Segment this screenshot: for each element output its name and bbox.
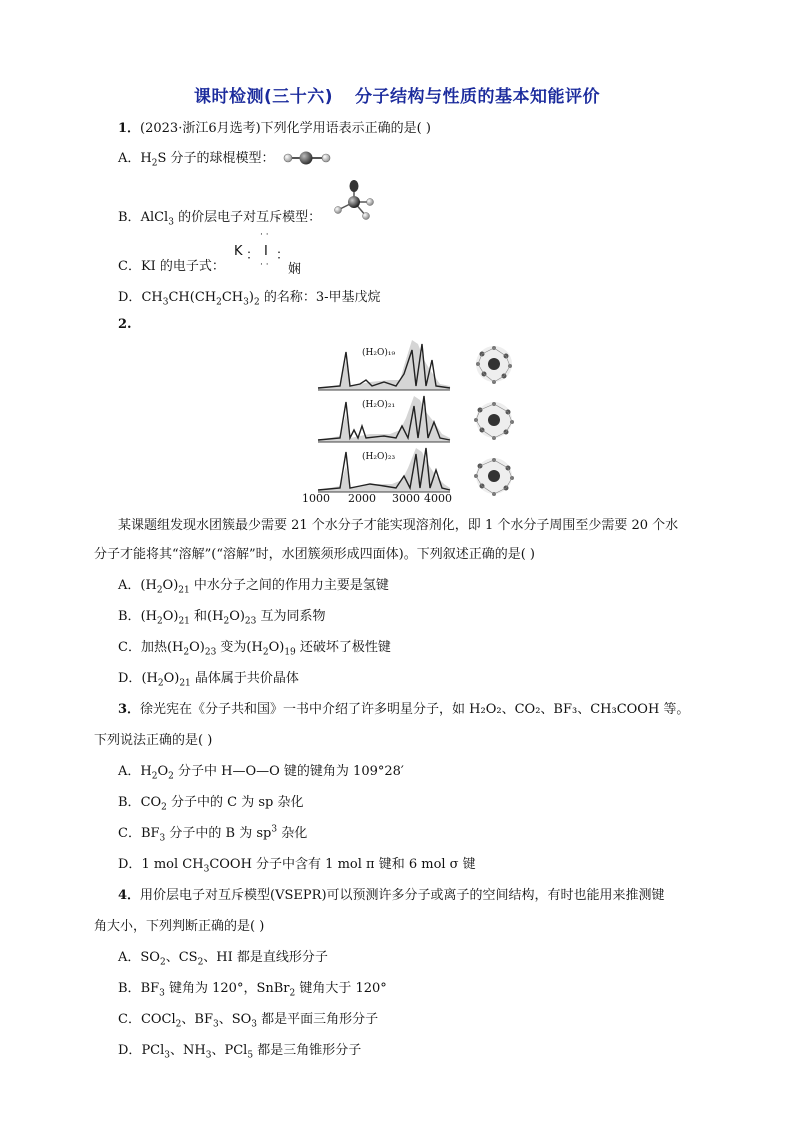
formula-part: (H xyxy=(141,671,158,686)
axis-tick-2000: 2000 xyxy=(348,492,376,505)
option-label: C． xyxy=(118,640,141,655)
subscript: 3 xyxy=(203,864,210,875)
option-label: A． xyxy=(118,578,141,593)
i-symbol: I xyxy=(264,244,268,259)
subscript: 2 xyxy=(223,616,230,627)
subscript: 3 xyxy=(164,1050,171,1061)
subscript: 3 xyxy=(159,988,165,999)
q1-stem-text: (2023·浙江6月选考)下列化学用语表示正确的是( ) xyxy=(140,121,431,136)
subscript: 2 xyxy=(183,647,190,658)
subscript: 23 xyxy=(244,616,257,627)
cluster-label-21: (H₂O)₂₁ xyxy=(362,400,396,410)
option-label: D． xyxy=(118,1043,142,1058)
q1-option-d xyxy=(118,289,380,307)
option-text: 键角大于 120° xyxy=(295,981,387,996)
formula-part: AlCl xyxy=(140,210,169,225)
axis-tick-3000: 3000 xyxy=(392,492,420,505)
option-label: B． xyxy=(118,210,141,225)
cluster-image-19 xyxy=(476,346,512,384)
q2-number: 2. xyxy=(118,317,132,332)
option-label: B． xyxy=(118,795,141,810)
q1-option-a xyxy=(118,150,275,168)
subscript: 2 xyxy=(157,678,164,689)
subscript: 3 xyxy=(162,297,169,308)
subscript: 2 xyxy=(168,771,174,782)
q3-option-a xyxy=(118,763,404,781)
subscript: 3 xyxy=(168,217,174,228)
subscript: 3 xyxy=(251,1019,258,1030)
q4-stem-line2: 角大小，下列判断正确的是( ) xyxy=(94,919,265,934)
formula-part: O) xyxy=(162,609,179,624)
formula-part: BF xyxy=(140,981,160,996)
formula-part: O xyxy=(157,764,169,779)
formula-part: O) xyxy=(229,609,245,624)
q3-stem-text: 徐光宪在《分子共和国》一书中介绍了许多明星分子，如 H₂O₂、CO₂、BF₃、CH₃COOH 等。 xyxy=(140,702,690,717)
option-label: B． xyxy=(118,609,141,624)
option-label: D． xyxy=(118,857,142,872)
option-text: 都是平面三角形分子 xyxy=(257,1012,379,1027)
q2-option-c xyxy=(118,639,391,657)
dot-colon: ： xyxy=(276,248,290,263)
subscript: 21 xyxy=(178,616,190,627)
subscript: 5 xyxy=(247,1050,254,1061)
option-label: D． xyxy=(118,671,142,686)
stray-char: 娴 xyxy=(288,262,302,277)
dot-colon: ： xyxy=(246,248,260,263)
cl-atom xyxy=(363,213,370,220)
s-atom xyxy=(300,152,313,165)
option-text: S 分子的球棍模型： xyxy=(157,151,275,166)
q2-paragraph-line2: 分子才能将其“溶解”(“溶解”时，水团簇须形成四面体)。下列叙述正确的是( ) xyxy=(94,547,536,562)
subscript: 23 xyxy=(204,647,217,658)
option-text: 、HI 都是直线形分子 xyxy=(203,950,328,965)
cluster-label-19: (H₂O)₁₉ xyxy=(362,348,396,358)
h-atom xyxy=(322,154,330,162)
h-atom xyxy=(284,154,292,162)
alcl3-vsepr-model xyxy=(330,178,380,224)
option-text: 的名称：3-甲基戊烷 xyxy=(259,290,381,305)
option-label: A． xyxy=(118,950,141,965)
formula-part: 、PCl xyxy=(211,1043,248,1058)
q3-stem-line2: 下列说法正确的是( ) xyxy=(94,733,213,748)
option-text: KI 的电子式： xyxy=(140,259,225,274)
option-text: 分子中的 C 为 sp 杂化 xyxy=(166,795,304,810)
q2-option-d xyxy=(118,670,299,688)
formula-part: SO xyxy=(140,950,160,965)
subscript: 2 xyxy=(156,616,163,627)
title-right: 分子结构与性质的基本知能评价 xyxy=(355,87,601,107)
subscript: 2 xyxy=(197,957,204,968)
water-cluster-spectra-figure xyxy=(300,330,530,508)
formula-part: O) xyxy=(189,640,205,655)
option-label: C． xyxy=(118,259,141,274)
formula-part: COCl xyxy=(140,1012,176,1027)
lone-pair xyxy=(350,180,359,192)
q2-paragraph-line1: 某课题组发现水团簇最少需要 21 个水分子才能实现溶剂化，即 1 个水分子周围至少需要 20 个水 xyxy=(118,518,679,533)
q3-stem-line1 xyxy=(118,701,689,719)
subscript: 2 xyxy=(156,585,163,596)
k-symbol: K xyxy=(234,244,243,259)
subscript: 2 xyxy=(253,297,260,308)
option-text: 晶体属于共价晶体 xyxy=(190,671,299,686)
option-text: 分子中 H—O—O 键的键角为 109°28′ xyxy=(173,764,404,779)
formula-part: H xyxy=(140,764,152,779)
axis-tick-4000: 4000 xyxy=(424,492,452,505)
q1-number: 1． xyxy=(118,121,141,136)
formula-part: 加热(H xyxy=(140,640,184,655)
subscript: 2 xyxy=(161,802,167,813)
subscript: 21 xyxy=(179,678,191,689)
subscript: 2 xyxy=(151,771,158,782)
cl-atom xyxy=(335,207,342,214)
formula-part: (H xyxy=(140,609,157,624)
superscript: 3 xyxy=(271,824,278,835)
option-label: C． xyxy=(118,1012,141,1027)
formula-part: H xyxy=(140,151,152,166)
formula-part: BF xyxy=(140,826,160,841)
q1-option-b xyxy=(118,209,321,227)
formula-part: 、SO xyxy=(218,1012,252,1027)
option-label: B． xyxy=(118,981,141,996)
formula-part: O) xyxy=(162,578,179,593)
subscript: 21 xyxy=(178,585,190,596)
q3-option-d xyxy=(118,856,476,874)
cluster-image-23 xyxy=(474,458,514,496)
formula-part: PCl xyxy=(141,1043,165,1058)
q2-option-a xyxy=(118,577,389,595)
option-label: A． xyxy=(118,764,141,779)
subscript: 2 xyxy=(159,957,166,968)
q4-stem-line1 xyxy=(118,887,665,905)
q4-option-d xyxy=(118,1042,361,1060)
cluster-image-21 xyxy=(474,402,514,440)
option-label: D． xyxy=(118,290,142,305)
option-text: 中水分子之间的作用力主要是氢键 xyxy=(189,578,389,593)
axis-tick-1000: 1000 xyxy=(302,492,330,505)
title-left: 课时检测(三十六) xyxy=(193,87,334,107)
formula-part: CH xyxy=(141,290,163,305)
subscript: 3 xyxy=(243,297,249,308)
formula-part: O) xyxy=(268,640,285,655)
formula-part: CH(CH xyxy=(168,290,217,305)
dot-pair-top: · · xyxy=(260,230,269,240)
subscript: 3 xyxy=(212,1019,219,1030)
formula-part: 、NH xyxy=(170,1043,206,1058)
option-text: 还破坏了极性键 xyxy=(295,640,391,655)
formula-part: O) xyxy=(163,671,180,686)
q1-stem xyxy=(118,120,431,138)
subscript: 3 xyxy=(205,1050,212,1061)
formula-part: 1 mol CH xyxy=(141,857,204,872)
formula-part: 分子中的 B 为 sp xyxy=(165,826,272,841)
formula-part: 和(H xyxy=(189,609,224,624)
formula-part: (H xyxy=(140,578,157,593)
formula-part: ) xyxy=(248,290,254,305)
q3-number: 3． xyxy=(118,702,141,717)
option-label: C． xyxy=(118,826,141,841)
q4-stem-text: 用价层电子对互斥模型(VSEPR)可以预测许多分子或离子的空间结构，有时也能用来推测键 xyxy=(140,888,665,903)
al-atom xyxy=(348,196,360,208)
q2-option-b xyxy=(118,608,326,626)
option-text: COOH 分子中含有 1 mol π 键和 6 mol σ 键 xyxy=(209,857,476,872)
q3-option-b xyxy=(118,794,304,812)
q1-option-c xyxy=(118,258,225,276)
h2s-ball-stick-model xyxy=(282,150,334,166)
q2-stem xyxy=(118,316,132,334)
cluster-label-23: (H₂O)₂₃ xyxy=(362,452,396,462)
subscript: 2 xyxy=(216,297,222,308)
option-text: 都是三角锥形分子 xyxy=(253,1043,362,1058)
option-text: 互为同系物 xyxy=(256,609,326,624)
q4-number: 4． xyxy=(118,888,141,903)
dot-pair-bottom: · · xyxy=(260,260,269,270)
q4-option-a xyxy=(118,949,328,967)
formula-part: 、CS xyxy=(165,950,198,965)
subscript: 2 xyxy=(151,158,158,169)
formula-part: 变为(H xyxy=(216,640,263,655)
page-title xyxy=(0,82,794,107)
q4-option-b xyxy=(118,980,387,998)
spectrum-panel-19 xyxy=(318,336,450,390)
cl-atom xyxy=(367,199,374,206)
ki-electron-formula xyxy=(232,232,312,276)
subscript: 3 xyxy=(159,833,166,844)
subscript: 2 xyxy=(289,988,296,999)
formula-part: 键角为 120°，SnBr xyxy=(164,981,290,996)
formula-part: 、BF xyxy=(181,1012,213,1027)
option-text: 杂化 xyxy=(277,826,308,841)
q4-option-c xyxy=(118,1011,378,1029)
option-text: 的价层电子对互斥模型： xyxy=(173,210,322,225)
option-label: A． xyxy=(118,151,141,166)
subscript: 2 xyxy=(262,647,269,658)
formula-part: CH xyxy=(221,290,244,305)
q3-option-c xyxy=(118,825,307,843)
subscript: 2 xyxy=(175,1019,182,1030)
subscript: 19 xyxy=(284,647,296,658)
formula-part: CO xyxy=(140,795,162,810)
